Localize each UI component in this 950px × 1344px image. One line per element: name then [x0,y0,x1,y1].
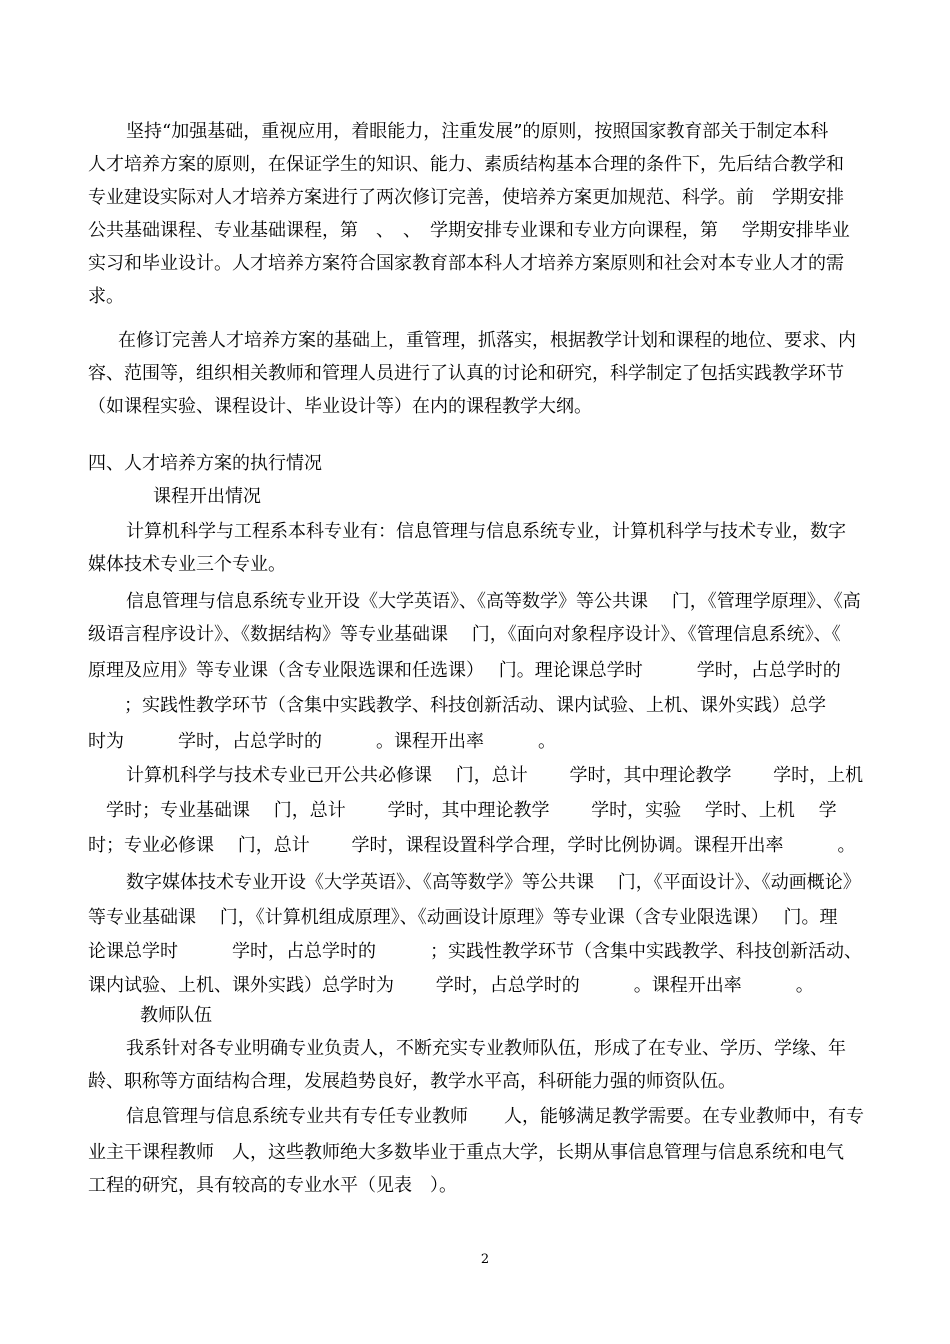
sub-heading-faculty: 教师队伍 [140,1005,212,1026]
para3-line2: 媒体技术专业三个专业。 [88,554,286,575]
para4-line5: 时为 学时，占总学时的 。课程开出率 。 [88,731,556,752]
para3-line1: 计算机科学与工程系本科专业有：信息管理与信息系统专业，计算机科学与技术专业，数字 [126,521,846,542]
para1-line5: 实习和毕业设计。人才培养方案符合国家教育部本科人才培养方案原则和社会对本专业人才的需 [88,253,844,274]
para4-line2: 级语言程序设计》、《数据结构》等专业基础课 门，《面向对象程序设计》、《管理信息系统》、《 [88,624,841,645]
para5-line1: 计算机科学与技术专业已开公共必修课 门，总计 学时，其中理论教学 学时，上机 [126,765,864,786]
para6-line2: 等专业基础课 门，《计算机组成原理》、《动画设计原理》等专业课（含专业限选课） 门。理 [88,907,838,928]
para6-line3: 论课总学时 学时，占总学时的 ；实践性教学环节（含集中实践教学、科技创新活动、 [88,941,862,962]
para6-line1: 数字媒体技术专业开设《大学英语》、《高等数学》等公共课 门，《平面设计》、《动画概论》 [126,872,861,893]
para7-line1: 我系针对各专业明确专业负责人，不断充实专业教师队伍，形成了在专业、学历、学缘、年 [126,1038,846,1059]
para1-line6: 求。 [88,286,124,307]
para2-line1: 在修订完善人才培养方案的基础上，重管理，抓落实，根据教学计划和课程的地位、要求、内 [118,330,856,351]
para8-line2: 业主干课程教师 人，这些教师绝大多数毕业于重点大学，长期从事信息管理与信息系统和电气 [88,1142,844,1163]
para4-line1: 信息管理与信息系统专业开设《大学英语》、《高等数学》等公共课 门，《管理学原理》、《高 [126,591,861,612]
para2-line3: （如课程实验、课程设计、毕业设计等）在内的课程教学大纲。 [88,396,592,417]
para4-line3: 原理及应用》等专业课（含专业限选课和任选课） 门。理论课总学时 学时，占总学时的 [88,660,841,681]
para5-line3: 时；专业必修课 门，总计 学时，课程设置科学合理，学时比例协调。课程开出率 。 [88,835,856,856]
para7-line2: 龄、职称等方面结构合理，发展趋势良好，教学水平高，科研能力强的师资队伍。 [88,1071,736,1092]
para2-line2: 容、范围等，组织相关教师和管理人员进行了认真的讨论和研究，科学制定了包括实践教学环节 [88,363,844,384]
section-heading: 四、人才培养方案的执行情况 [88,453,322,474]
para6-line4: 课内试验、上机、课外实践）总学时为 学时，占总学时的 。课程开出率 。 [88,975,814,996]
para1-line1: 坚持“加强基础，重视应用，着眼能力，注重发展”的原则，按照国家教育部关于制定本科 [126,121,829,142]
para1-line3: 专业建设实际对人才培养方案进行了两次修订完善，使培养方案更加规范、科学。前 学期安排 [88,187,844,208]
para8-line3: 工程的研究，具有较高的专业水平（见表 ）。 [88,1175,457,1196]
para5-line2: 学时；专业基础课 门，总计 学时，其中理论教学 学时，实验 学时、上机 学 [88,800,837,821]
para4-line4: ；实践性教学环节（含集中实践教学、科技创新活动、课内试验、上机、课外实践）总学 [88,695,826,716]
para1-line2: 人才培养方案的原则，在保证学生的知识、能力、素质结构基本合理的条件下，先后结合教学和 [88,154,844,175]
para8-line1: 信息管理与信息系统专业共有专任专业教师 人，能够满足教学需要。在专业教师中，有专 [126,1106,864,1127]
page-number: 2 [480,1252,490,1267]
sub-heading-courses: 课程开出情况 [153,486,261,507]
para1-line4: 公共基础课程、专业基础课程，第 、 、 学期安排专业课和专业方向课程，第 学期安排毕业 [88,220,850,241]
